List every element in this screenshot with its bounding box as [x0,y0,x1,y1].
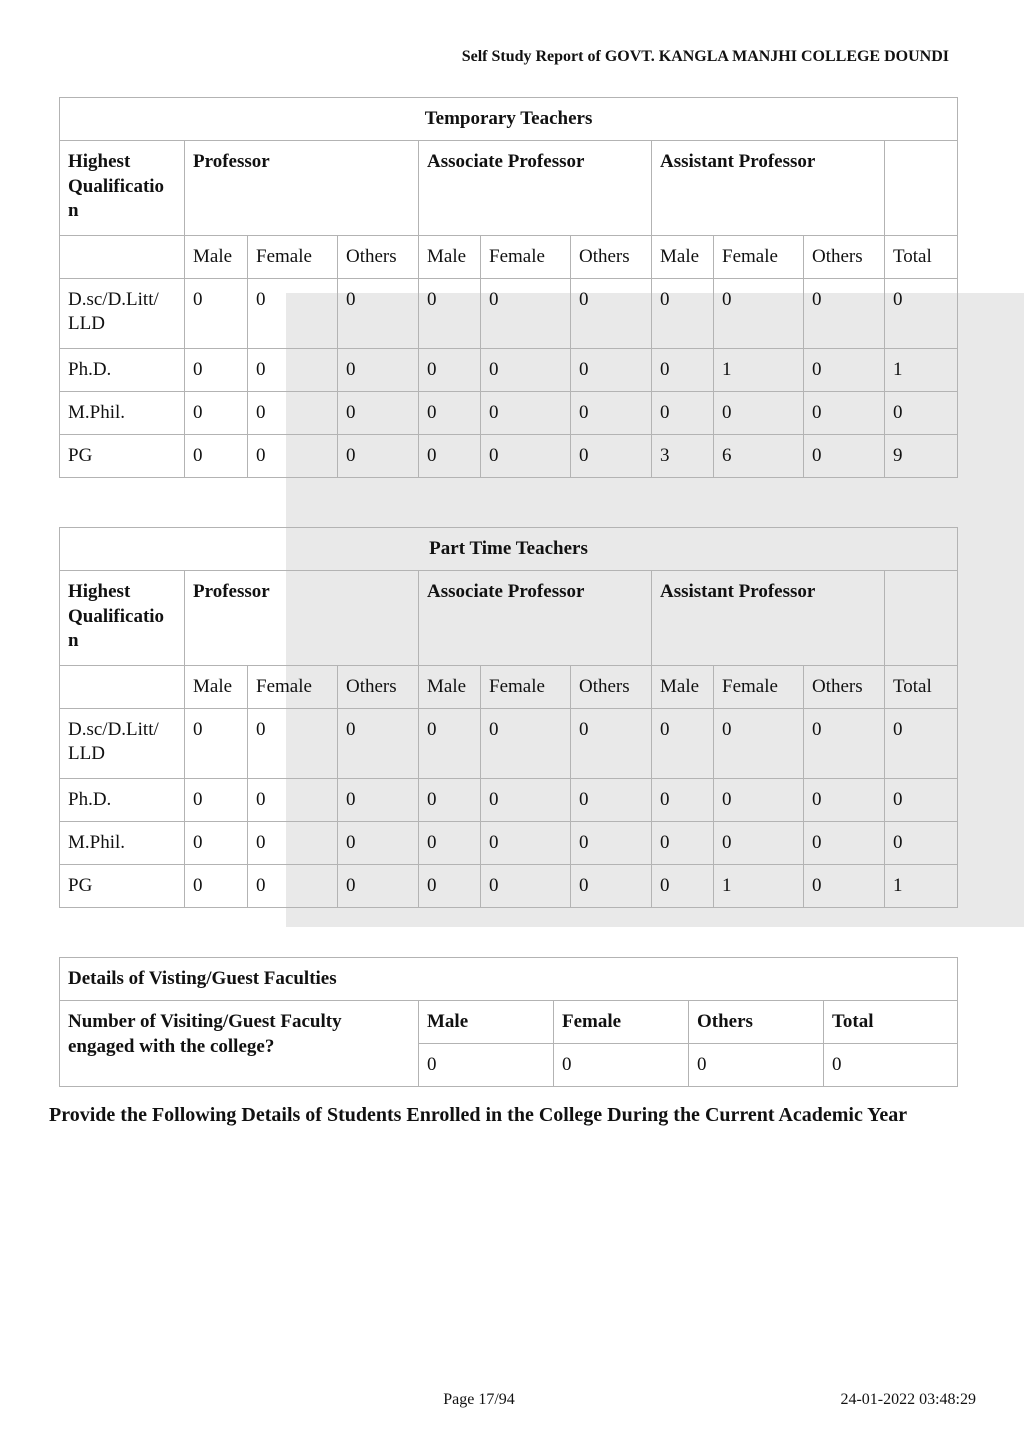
visiting-value: 0 [554,1044,689,1087]
subheader-cell: Total [885,236,958,279]
subheader-cell: Male [419,236,481,279]
highest-qualification-header: Highest Qualificatio n [60,141,185,236]
row-label: PG [60,434,185,477]
cell: 0 [419,821,481,864]
subheader-cell: Female [248,236,338,279]
row-label: M.Phil. [60,391,185,434]
cell: 1 [714,864,804,907]
cell: 0 [652,278,714,348]
cell: 0 [481,348,571,391]
cell: 0 [248,864,338,907]
page-number: Page 17/94 [443,1391,515,1408]
cell: 0 [571,778,652,821]
visiting-value: 0 [824,1044,958,1087]
subheader-cell: Female [248,666,338,709]
subheader-row [60,236,958,279]
cell: 0 [714,278,804,348]
cell: 0 [419,434,481,477]
cell: 0 [248,778,338,821]
cell: 0 [652,778,714,821]
subheader-cell: Male [652,236,714,279]
table-row [60,778,958,821]
cell: 0 [185,864,248,907]
empty-subheader-cell [60,236,185,279]
cell: 0 [338,821,419,864]
cell: 0 [571,278,652,348]
cell: 0 [885,278,958,348]
visiting-col-header: Male [419,1001,554,1044]
cell: 0 [571,391,652,434]
row-label: M.Phil. [60,821,185,864]
section-heading: Provide the Following Details of Students Enrolled in the College During the Current Academic Year [49,1104,908,1126]
subheader-cell: Others [338,666,419,709]
cell: 0 [652,391,714,434]
cell: 0 [714,821,804,864]
table-row [60,391,958,434]
cell: 0 [419,708,481,778]
highest-qualification-header: Highest Qualificatio n [60,571,185,666]
professor-header: Professor [185,571,419,666]
visiting-col-header: Others [689,1001,824,1044]
subheader-row [60,666,958,709]
visiting-value: 0 [419,1044,554,1087]
table-title: Part Time Teachers [60,528,958,571]
row-label: PG [60,864,185,907]
table-row [60,278,958,348]
visiting-col-header: Total [824,1001,958,1044]
assistant-professor-header: Assistant Professor [652,571,885,666]
cell: 6 [714,434,804,477]
cell: 0 [885,391,958,434]
table-row [60,708,958,778]
cell: 0 [419,348,481,391]
footer-datetime: 24-01-2022 03:48:29 [840,1391,976,1408]
cell: 0 [338,864,419,907]
table-title: Temporary Teachers [60,98,958,141]
cell: 0 [185,434,248,477]
subheader-cell: Male [652,666,714,709]
cell: 0 [248,708,338,778]
subheader-cell: Female [481,236,571,279]
subheader-cell: Others [571,666,652,709]
cell: 0 [338,348,419,391]
table-row [60,434,958,477]
row-label: Ph.D. [60,778,185,821]
cell: 0 [419,864,481,907]
cell: 0 [185,821,248,864]
cell: 0 [804,391,885,434]
cell: 1 [714,348,804,391]
subheader-cell: Female [714,236,804,279]
visiting-table-title: Details of Visting/Guest Faculties [60,958,958,1001]
cell: 0 [652,864,714,907]
cell: 0 [571,821,652,864]
table-row [60,348,958,391]
cell: 0 [481,391,571,434]
cell: 0 [885,821,958,864]
subheader-cell: Male [185,666,248,709]
subheader-cell: Others [804,666,885,709]
page-header: Self Study Report of GOVT. KANGLA MANJHI COLLEGE DOUNDI [461,48,949,65]
cell: 0 [481,278,571,348]
cell: 0 [185,708,248,778]
visiting-value: 0 [689,1044,824,1087]
cell: 0 [804,434,885,477]
cell: 0 [885,778,958,821]
visiting-faculty-table [59,957,958,1087]
cell: 0 [885,708,958,778]
cell: 0 [804,348,885,391]
associate-professor-header: Associate Professor [419,141,652,236]
cell: 0 [338,778,419,821]
visiting-question: Number of Visiting/Guest Faculty engaged with the college? [60,1001,419,1087]
assistant-professor-header: Assistant Professor [652,141,885,236]
cell: 0 [481,434,571,477]
cell: 0 [571,434,652,477]
associate-professor-header: Associate Professor [419,571,652,666]
cell: 0 [185,778,248,821]
cell: 0 [804,778,885,821]
cell: 0 [714,708,804,778]
cell: 0 [804,821,885,864]
subheader-cell: Total [885,666,958,709]
cell: 0 [338,278,419,348]
cell: 0 [481,864,571,907]
row-label: Ph.D. [60,348,185,391]
cell: 0 [248,821,338,864]
subheader-cell: Others [338,236,419,279]
cell: 0 [248,348,338,391]
table-row [60,821,958,864]
cell: 0 [419,391,481,434]
cell: 0 [714,391,804,434]
cell: 0 [248,391,338,434]
row-label: D.sc/D.Litt/ LLD [60,278,185,348]
cell: 0 [419,278,481,348]
table-row [60,864,958,907]
row-label: D.sc/D.Litt/ LLD [60,708,185,778]
cell: 0 [571,348,652,391]
cell: 0 [804,864,885,907]
professor-header: Professor [185,141,419,236]
cell: 0 [248,278,338,348]
cell: 0 [338,708,419,778]
cell: 0 [481,708,571,778]
cell: 0 [481,821,571,864]
empty-header-cell [885,571,958,666]
empty-subheader-cell [60,666,185,709]
cell: 0 [714,778,804,821]
cell: 0 [652,708,714,778]
subheader-cell: Others [571,236,652,279]
cell: 0 [652,348,714,391]
cell: 0 [804,708,885,778]
cell: 1 [885,348,958,391]
empty-header-cell [885,141,958,236]
subheader-cell: Female [481,666,571,709]
subheader-cell: Male [185,236,248,279]
cell: 9 [885,434,958,477]
cell: 0 [338,391,419,434]
temporary-teachers-table [59,97,958,478]
cell: 0 [804,278,885,348]
cell: 0 [652,821,714,864]
cell: 0 [185,391,248,434]
cell: 0 [419,778,481,821]
cell: 0 [338,434,419,477]
visiting-col-header: Female [554,1001,689,1044]
cell: 0 [185,348,248,391]
cell: 0 [571,708,652,778]
part-time-teachers-table [59,527,958,908]
cell: 3 [652,434,714,477]
cell: 0 [571,864,652,907]
subheader-cell: Male [419,666,481,709]
cell: 0 [185,278,248,348]
cell: 0 [248,434,338,477]
subheader-cell: Others [804,236,885,279]
subheader-cell: Female [714,666,804,709]
cell: 0 [481,778,571,821]
cell: 1 [885,864,958,907]
